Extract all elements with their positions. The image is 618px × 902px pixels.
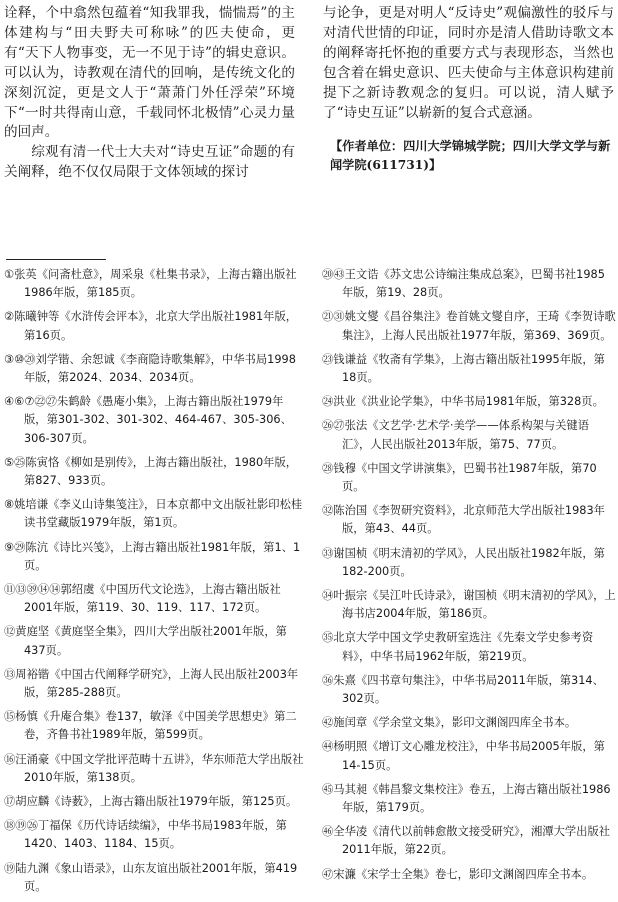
footnote-entry: ㊱朱熹《四书章句集注》，中华书局2011年版，第314、302页。 (322, 673, 604, 706)
footnote-entry: ④⑥⑦㉒㉗朱鹤龄《愚庵小集》，上海古籍出版社1979年版，第301-302、301-302、464-467、305-306、306-307页。 (4, 395, 292, 445)
footnote-entry: ⑯汪涌豪《中国文学批评范畴十五讲》，华东师范大学出版社2010年版，第138页。 (4, 752, 304, 784)
footnote-entry: ㊹杨明照《增订文心雕龙校注》，中华书局2005年版，第14-15页。 (322, 740, 605, 772)
body-paragraph: 与论争，更是对明人“反诗史”观偏激性的驳斥与对清代世情的印证，同时亦是清人借助诗歌文本的阐释寄托怀抱的重要方式与表现形态，当然也包含着在辑史意识、匹夫使命与主体意识构建前提下之新诗教观念的复归。可以说，清人赋予了“诗史互证”以崭新的复合式意涵。 (323, 5, 614, 121)
author-affiliation: 【作者单位：四川大学锦城学院；四川大学文学与新闻学院(611731)】 (330, 139, 611, 173)
footnote-entry: ㉑㉛姚文燮《昌谷集注》卷首姚文燮自序，王琦《李贺诗歌集注》，上海人民出版社1977年版，第369、369页。 (322, 310, 616, 342)
footnote-entry: ②陈曦钟等《水浒传会评本》，北京大学出版社1981年版，第16页。 (4, 310, 298, 342)
footnote-entry: ③⑩⑳刘学锴、余恕诚《李商隐诗歌集解》，中华书局1998年版，第2024、2034、2034页。 (4, 352, 296, 385)
footnote-entry: ㉖㉗张法《文艺学·艺术学·美学——体系构架与关键语汇》，人民出版社2013年版，第75、77页。 (322, 419, 590, 451)
footnote-entry: ⑧姚培谦《李义山诗集笺注》，日本京都中文出版社影印松桂读书堂藏版1979年版，第1页。 (4, 498, 303, 530)
footnote-entry: ㉞叶振宗《吴江叶氏诗录》，谢国桢《明末清初的学风》，上海书店2004年版，第186页。 (322, 589, 616, 621)
footnote-entry: ⑰胡应麟《诗薮》，上海古籍出版社1979年版，第125页。 (4, 795, 298, 809)
footnote-entry: ㊻全华凌《清代以前韩愈散文接受研究》，湘潭大学出版社2011年版，第22页。 (322, 825, 611, 857)
footnote-entry: ⑨㉙陈沆《诗比兴笺》，上海古籍出版社1981年版，第1、1页。 (4, 540, 301, 572)
footnote-entry: ⑫黄庭坚《黄庭坚全集》，四川大学出版社2001年版，第437页。 (4, 625, 287, 657)
footnote-divider (6, 259, 106, 260)
footnote-entry: ⑤㉕陈寅恪《柳如是别传》，上海古籍出版社，1980年版，第827、933页。 (4, 455, 298, 488)
footnote-entry: ㊺马其昶《韩昌黎文集校注》卷五，上海古籍出版社1986年版，第179页。 (322, 782, 611, 815)
footnote-entry: ㉝谢国桢《明末清初的学风》，人民出版社1982年版，第182-200页。 (322, 546, 605, 578)
footnote-entry: ㉔洪业《洪业论学集》，中华书局1981年版，第328页。 (322, 395, 604, 409)
footnote-entry: ⑬周裕锴《中国古代阐释学研究》，上海人民出版社2003年版，第285-288页。 (4, 667, 299, 700)
footnote-entry: ㊷施闰章《学余堂文集》，影印文渊阁四库全书本。 (322, 716, 577, 730)
footnotes-right-column (322, 266, 616, 890)
footnote-entry: ⑮杨慎《升庵合集》卷137，敏泽《中国美学思想史》第二卷，齐鲁书社1989年版，第599页。 (4, 710, 297, 742)
footnote-entry: ㉜陈治国《李贺研究资料》，北京师范大学出版社1983年版，第43、44页。 (322, 504, 605, 536)
footnote-entry: ㉘钱穆《中国文学讲演集》，巴蜀书社1987年版，第70页。 (322, 461, 597, 494)
footnotes-left-column (4, 266, 304, 902)
body-left-column (4, 4, 295, 183)
footnote-entry: ⑱⑲㉖丁福保《历代诗话续编》，中华书局1983年版，第1420、1403、1184、15页。 (4, 819, 287, 851)
footnote-entry: ㉓钱谦益《牧斋有学集》，上海古籍出版社1995年版，第18页。 (322, 352, 605, 385)
footnote-entry: ㊼宋濂《宋学士全集》卷七，影印文渊阁四库全书本。 (322, 867, 594, 881)
footnote-entry: ⑪⑬㊴⑭⑭郭绍虞《中国历代文论选》，上海古籍出版社2001年版，第119、30、119、117、172页。 (4, 583, 281, 615)
footnote-entry: ㉟北京大学中国文学史教研室选注《先秦文学史参考资料》，中华书局1962年版，第219页。 (322, 631, 594, 663)
body-right-column (323, 4, 614, 175)
footnote-entry: ⑳㊸王文诰《苏文忠公诗编注集成总案》，巴蜀书社1985年版，第19、28页。 (322, 268, 605, 300)
footnote-entry: ⑲陆九渊《象山语录》，山东友谊出版社2001年版，第419页。 (4, 861, 298, 893)
footnote-entry: ①张英《问斋杜意》，周采泉《杜集书录》，上海古籍出版社1986年版，第185页。 (4, 268, 297, 300)
body-paragraph: 诠释，个中翕然包蕴着“知我罪我，惴惴焉”的主体建构与“田夫野夫可称咏”的匹夫使命，更有“天下人物事变，无一不见于诗”的辑史意识。可以认为，诗教观在清代的回响，是传统文化的深刻沉淀，更是文人于“萧萧门外任浮荣”环境下“一时共得南山意，千载同怀北极情”心灵力量的回声。 (4, 5, 295, 141)
body-paragraph: 综观有清一代士大夫对“诗史互证”命题的有关阐释，绝不仅仅局限于文体领域的探讨 (4, 144, 295, 181)
